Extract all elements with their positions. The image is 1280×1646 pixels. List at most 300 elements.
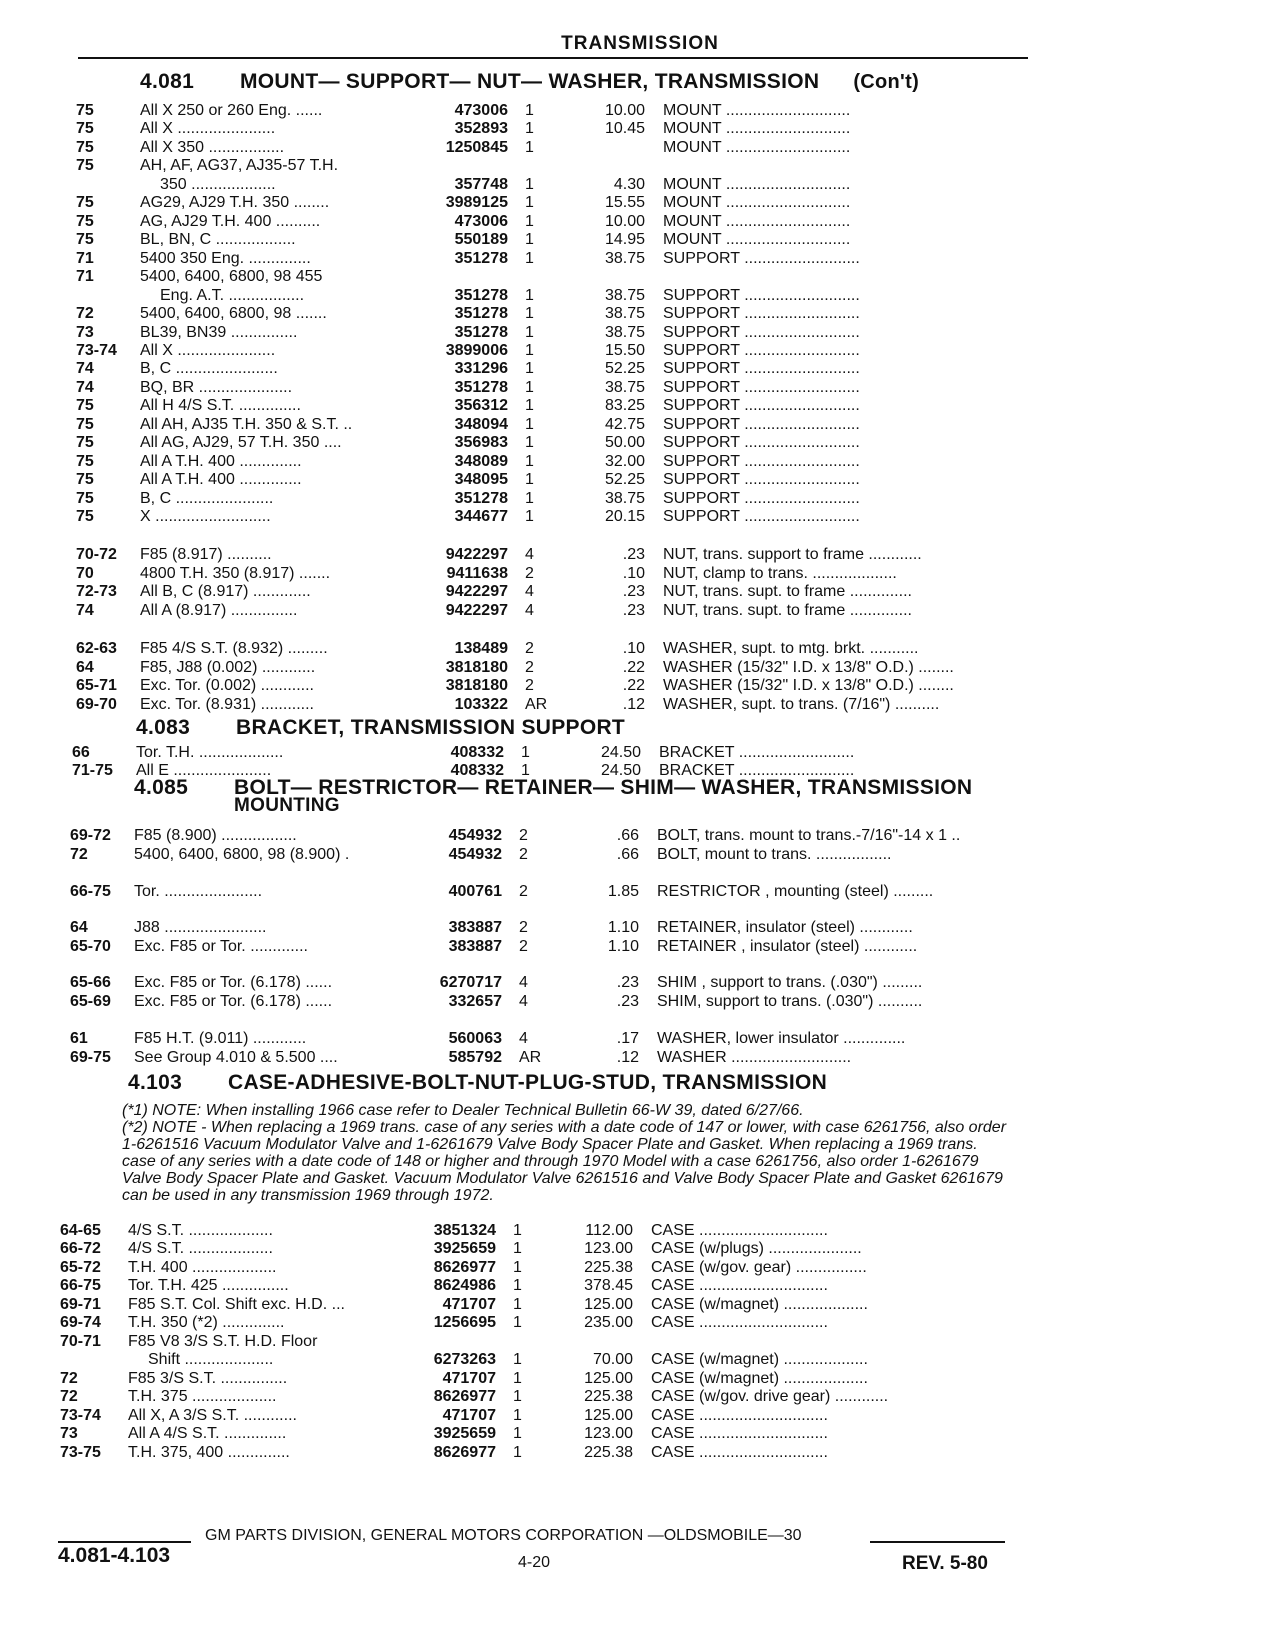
model-years: 75: [76, 508, 94, 525]
model-years: 75: [76, 397, 94, 414]
list-price: .10: [622, 640, 645, 657]
model-application: All E ......................: [136, 762, 272, 779]
quantity: 1: [525, 324, 534, 341]
model-application: T.H. 375, 400 ..............: [128, 1444, 290, 1461]
list-price: .22: [622, 659, 645, 676]
page-header: TRANSMISSION: [561, 33, 719, 54]
quantity: 2: [525, 677, 534, 694]
part-description: WASHER, lower insulator ..............: [657, 1030, 906, 1047]
footer-rule-left: [58, 1541, 191, 1543]
table-row: [0, 102, 1280, 121]
part-number: 454932: [448, 827, 502, 844]
section-number: 4.085: [134, 776, 189, 799]
part-description: NUT, trans. supt. to frame ..............: [663, 583, 912, 600]
quantity: 1: [525, 434, 534, 451]
part-description: BRACKET ..........................: [659, 744, 855, 761]
table-row: [0, 324, 1280, 343]
list-price: .23: [622, 602, 645, 619]
quantity: 1: [525, 397, 534, 414]
part-description: MOUNT ............................: [663, 102, 851, 119]
list-price: .23: [622, 583, 645, 600]
table-row: [0, 1351, 1280, 1370]
table-row: [0, 1222, 1280, 1241]
part-description: BRACKET ..........................: [659, 762, 855, 779]
table-row: [0, 938, 1280, 957]
model-years: 75: [76, 471, 94, 488]
part-description: MOUNT ............................: [663, 120, 851, 137]
table-row: [0, 846, 1280, 865]
model-years: 61: [70, 1030, 88, 1047]
part-description: SUPPORT ..........................: [663, 342, 860, 359]
list-price: 225.38: [584, 1388, 633, 1405]
table-row: [0, 1049, 1280, 1068]
model-application: All X ......................: [140, 120, 276, 137]
table-row: [0, 659, 1280, 678]
model-years: 69-72: [70, 827, 111, 844]
part-number: 6270717: [439, 974, 502, 991]
model-application: BL, BN, C ..................: [140, 231, 296, 248]
quantity: 2: [525, 565, 534, 582]
table-row: [0, 1370, 1280, 1389]
list-price: 70.00: [592, 1351, 633, 1368]
part-number: 351278: [454, 379, 508, 396]
quantity: 1: [521, 762, 530, 779]
part-number: 550189: [454, 231, 508, 248]
part-number: 471707: [442, 1407, 496, 1424]
part-number: 9411638: [446, 565, 508, 582]
model-years: 71: [76, 250, 94, 267]
model-years: 75: [76, 139, 94, 156]
table-row: [0, 250, 1280, 269]
list-price: 15.50: [604, 342, 645, 359]
model-application: 4/S S.T. ...................: [128, 1222, 273, 1239]
section-continued: (Con't): [853, 71, 920, 93]
quantity: 1: [525, 213, 534, 230]
table-row: [0, 453, 1280, 472]
part-number: 348095: [454, 471, 508, 488]
part-description: SUPPORT ..........................: [663, 490, 860, 507]
model-years: 72: [70, 846, 88, 863]
part-number: 3989125: [445, 194, 508, 211]
model-application: All H 4/S S.T. ..............: [140, 397, 301, 414]
quantity: 1: [525, 453, 534, 470]
part-number: 3818180: [445, 677, 508, 694]
section-notes: [122, 1102, 1012, 1204]
model-application: F85 V8 3/S S.T. H.D. Floor: [128, 1333, 318, 1350]
quantity: 1: [513, 1388, 522, 1405]
model-application: AG29, AJ29 T.H. 350 ........: [140, 194, 330, 211]
list-price: 378.45: [584, 1277, 633, 1294]
section-number: 4.103: [128, 1071, 183, 1094]
list-price: .23: [616, 993, 639, 1010]
part-description: WASHER, supt. to trans. (7/16") ..........: [663, 696, 940, 713]
quantity: 2: [525, 659, 534, 676]
model-years: 72: [60, 1388, 78, 1405]
model-application: Eng. A.T. .................: [160, 287, 305, 304]
list-price: 32.00: [604, 453, 645, 470]
part-number: 454932: [448, 846, 502, 863]
list-price: 42.75: [604, 416, 645, 433]
table-row: [0, 827, 1280, 846]
part-number: 348089: [454, 453, 508, 470]
table-row: [0, 696, 1280, 715]
model-application: 5400 350 Eng. ..............: [140, 250, 311, 267]
list-price: 10.45: [604, 120, 645, 137]
table-row: [0, 360, 1280, 379]
part-description: CASE .............................: [651, 1222, 828, 1239]
part-description: BOLT, trans. mount to trans.-7/16"-14 x 1 ..: [657, 827, 961, 844]
model-application: X ..........................: [140, 508, 271, 525]
section-number: 4.081: [140, 70, 195, 93]
model-application: 5400, 6400, 6800, 98 .......: [140, 305, 327, 322]
table-row: [0, 1240, 1280, 1259]
quantity: 1: [513, 1277, 522, 1294]
part-number: 138489: [454, 640, 508, 657]
part-description: CASE (w/magnet) ...................: [651, 1370, 868, 1387]
table-row: [0, 974, 1280, 993]
part-number: 348094: [454, 416, 508, 433]
model-application: B, C ......................: [140, 490, 274, 507]
model-years: 70-72: [76, 546, 117, 563]
part-number: 473006: [454, 102, 508, 119]
model-application: T.H. 400 ...................: [128, 1259, 277, 1276]
table-row: [0, 1259, 1280, 1278]
quantity: 1: [525, 360, 534, 377]
model-application: All X ......................: [140, 342, 276, 359]
table-row: [0, 1030, 1280, 1049]
model-application: Exc. F85 or Tor. (6.178) ......: [134, 974, 333, 991]
model-years: 74: [76, 379, 94, 396]
table-row: [0, 176, 1280, 195]
part-description: SUPPORT ..........................: [663, 434, 860, 451]
table-row: [0, 602, 1280, 621]
table-row: [0, 287, 1280, 306]
quantity: 4: [525, 583, 534, 600]
model-years: 72-73: [76, 583, 117, 600]
list-price: 125.00: [584, 1296, 633, 1313]
model-years: 72: [76, 305, 94, 322]
model-years: 75: [76, 434, 94, 451]
list-price: 112.00: [585, 1222, 633, 1239]
table-row: [0, 157, 1280, 176]
part-description: MOUNT ............................: [663, 213, 851, 230]
quantity: 1: [525, 342, 534, 359]
part-description: CASE (w/gov. gear) ................: [651, 1259, 867, 1276]
table-row: [0, 677, 1280, 696]
part-description: SUPPORT ..........................: [663, 416, 860, 433]
list-price: 125.00: [584, 1370, 633, 1387]
list-price: 1.10: [607, 938, 639, 955]
model-application: All A 4/S S.T. ..............: [128, 1425, 287, 1442]
list-price: 1.85: [607, 883, 639, 900]
model-years: 75: [76, 453, 94, 470]
list-price: 10.00: [604, 102, 645, 119]
part-description: NUT, clamp to trans. ...................: [663, 565, 897, 582]
model-years: 73-74: [76, 342, 117, 359]
part-description: SHIM, support to trans. (.030") ..........: [657, 993, 923, 1010]
model-years: 75: [76, 157, 94, 174]
table-row: [0, 120, 1280, 139]
model-years: 73: [76, 324, 94, 341]
part-description: CASE (w/magnet) ...................: [651, 1296, 868, 1313]
part-number: 103322: [454, 696, 508, 713]
list-price: 83.25: [604, 397, 645, 414]
quantity: 1: [525, 194, 534, 211]
model-years: 75: [76, 416, 94, 433]
quantity: 1: [513, 1240, 522, 1257]
model-years: 71: [76, 268, 94, 285]
model-application: Tor. T.H. ...................: [136, 744, 284, 761]
part-description: SUPPORT ..........................: [663, 324, 860, 341]
part-number: 352893: [454, 120, 508, 137]
model-application: F85 3/S S.T. ...............: [128, 1370, 288, 1387]
model-years: 64: [76, 659, 94, 676]
table-row: [0, 1333, 1280, 1352]
quantity: 1: [525, 120, 534, 137]
model-years: 73-75: [60, 1444, 101, 1461]
table-row: [0, 268, 1280, 287]
model-application: All X 250 or 260 Eng. ......: [140, 102, 323, 119]
part-description: SUPPORT ..........................: [663, 305, 860, 322]
model-application: Shift ....................: [148, 1351, 274, 1368]
quantity: 1: [525, 508, 534, 525]
part-number: 3925659: [433, 1425, 496, 1442]
quantity: 1: [525, 379, 534, 396]
model-years: 75: [76, 102, 94, 119]
table-row: [0, 1425, 1280, 1444]
model-application: All B, C (8.917) .............: [140, 583, 311, 600]
model-application: All A T.H. 400 ..............: [140, 471, 302, 488]
list-price: 38.75: [604, 379, 645, 396]
part-description: SUPPORT ..........................: [663, 360, 860, 377]
model-years: 70: [76, 565, 94, 582]
quantity: 2: [519, 827, 528, 844]
list-price: 123.00: [584, 1240, 633, 1257]
table-row: [0, 342, 1280, 361]
part-number: 400761: [448, 883, 502, 900]
part-number: 473006: [454, 213, 508, 230]
model-application: F85 (8.900) .................: [134, 827, 297, 844]
list-price: 123.00: [584, 1425, 633, 1442]
part-description: CASE (w/magnet) ...................: [651, 1351, 868, 1368]
part-description: CASE .............................: [651, 1407, 828, 1424]
section-title: BRACKET, TRANSMISSION SUPPORT: [236, 716, 626, 739]
part-description: CASE .............................: [651, 1444, 828, 1461]
list-price: 125.00: [584, 1407, 633, 1424]
table-row: [0, 993, 1280, 1012]
model-years: 66: [72, 744, 90, 761]
quantity: AR: [519, 1049, 542, 1066]
model-years: 66-75: [60, 1277, 101, 1294]
list-price: 24.50: [600, 762, 641, 779]
part-description: CASE (w/gov. drive gear) ............: [651, 1388, 889, 1405]
section-number: 4.083: [136, 716, 191, 739]
part-description: WASHER, supt. to mtg. brkt. ...........: [663, 640, 919, 657]
section-title-continuation: MOUNTING: [234, 795, 340, 816]
footer-page-number: 4-20: [518, 1554, 551, 1571]
list-price: 225.38: [584, 1259, 633, 1276]
table-row: [0, 546, 1280, 565]
list-price: 24.50: [600, 744, 641, 761]
model-years: 66-72: [60, 1240, 101, 1257]
quantity: 2: [525, 640, 534, 657]
quantity: 2: [519, 883, 528, 900]
part-description: CASE (w/plugs) .....................: [651, 1240, 862, 1257]
list-price: 38.75: [604, 490, 645, 507]
model-years: 65-72: [60, 1259, 101, 1276]
quantity: 1: [513, 1407, 522, 1424]
quantity: 4: [519, 993, 528, 1010]
part-description: CASE .............................: [651, 1425, 828, 1442]
table-row: [0, 231, 1280, 250]
model-application: T.H. 350 (*2) ..............: [128, 1314, 285, 1331]
model-application: Exc. F85 or Tor. .............: [134, 938, 308, 955]
model-years: 69-75: [70, 1049, 111, 1066]
part-description: SUPPORT ..........................: [663, 397, 860, 414]
quantity: AR: [525, 696, 548, 713]
model-application: See Group 4.010 & 5.500 ....: [134, 1049, 338, 1066]
part-number: 351278: [454, 287, 508, 304]
table-row: [0, 1314, 1280, 1333]
part-number: 3818180: [445, 659, 508, 676]
quantity: 1: [525, 471, 534, 488]
table-row: [0, 471, 1280, 490]
model-application: AG, AJ29 T.H. 400 ..........: [140, 213, 321, 230]
model-application: All AG, AJ29, 57 T.H. 350 ....: [140, 434, 342, 451]
footer-rule-right: [870, 1541, 1005, 1543]
model-years: 71-75: [72, 762, 113, 779]
note-paragraph: (*1) NOTE: When installing 1966 case refer to Dealer Technical Bulletin 66-W 39, dated 6/27/66.: [122, 1102, 804, 1119]
part-number: 351278: [454, 490, 508, 507]
quantity: 1: [513, 1259, 522, 1276]
quantity: 4: [519, 1030, 528, 1047]
list-price: .10: [622, 565, 645, 582]
model-application: BL39, BN39 ...............: [140, 324, 298, 341]
part-description: CASE .............................: [651, 1314, 828, 1331]
quantity: 2: [519, 919, 528, 936]
part-description: NUT, trans. support to frame ............: [663, 546, 922, 563]
model-years: 72: [60, 1370, 78, 1387]
list-price: .66: [616, 846, 639, 863]
list-price: 15.55: [604, 194, 645, 211]
table-row: [0, 640, 1280, 659]
model-application: Tor. ......................: [134, 883, 263, 900]
part-description: MOUNT ............................: [663, 231, 851, 248]
part-number: 351278: [454, 305, 508, 322]
model-years: 73-74: [60, 1407, 101, 1424]
part-description: SUPPORT ..........................: [663, 508, 860, 525]
quantity: 1: [525, 490, 534, 507]
model-application: 4800 T.H. 350 (8.917) .......: [140, 565, 331, 582]
footer-revision: REV. 5-80: [902, 1553, 988, 1574]
list-price: .17: [616, 1030, 639, 1047]
model-years: 66-75: [70, 883, 111, 900]
part-number: 585792: [448, 1049, 502, 1066]
part-number: 560063: [448, 1030, 502, 1047]
table-row: [0, 508, 1280, 527]
model-years: 69-74: [60, 1314, 101, 1331]
part-description: WASHER (15/32" I.D. x 13/8" O.D.) ........: [663, 659, 954, 676]
list-price: 38.75: [604, 250, 645, 267]
model-application: 350 ...................: [160, 176, 276, 193]
model-years: 65-69: [70, 993, 111, 1010]
quantity: 4: [525, 602, 534, 619]
section-title: BOLT— RESTRICTOR— RETAINER— SHIM— WASHER, TRANSMISSION: [234, 776, 973, 799]
list-price: 52.25: [604, 471, 645, 488]
part-description: MOUNT ............................: [663, 176, 851, 193]
section-heading: [140, 70, 919, 94]
part-number: 332657: [448, 993, 502, 1010]
section-heading: [136, 716, 625, 740]
part-number: 351278: [454, 324, 508, 341]
part-description: WASHER ...........................: [657, 1049, 852, 1066]
part-number: 1256695: [433, 1314, 496, 1331]
model-years: 65-71: [76, 677, 117, 694]
model-years: 64-65: [60, 1222, 101, 1239]
part-number: 1250845: [445, 139, 508, 156]
part-description: WASHER (15/32" I.D. x 13/8" O.D.) ........: [663, 677, 954, 694]
note-paragraph: (*2) NOTE - When replacing a 1969 trans. case of any series with a date code of 147 or lower, with case 6261756, also order 1-6261516 Vacuum Modulator Valve and 1-6261679 Valve Body Spacer Plate and Gasket. When replacing a 1969 trans. case of any series with a date code of 148 or higher and through 1970 Model with a case 6261756, also order 1-6261679 Valve Body Spacer Plate and Gasket. Vacuum Modulator Valve 6261516 and Valve Body Spacer Plate and Gasket 6261679 can be used in any transmission 1969 through 1972.: [122, 1119, 1007, 1204]
list-price: 1.10: [607, 919, 639, 936]
part-description: SUPPORT ..........................: [663, 453, 860, 470]
part-description: NUT, trans. supt. to frame ..............: [663, 602, 912, 619]
part-description: CASE .............................: [651, 1277, 828, 1294]
list-price: 10.00: [604, 213, 645, 230]
model-years: 75: [76, 120, 94, 137]
part-number: 344677: [454, 508, 508, 525]
list-price: .22: [622, 677, 645, 694]
table-row: [0, 434, 1280, 453]
table-row: [0, 490, 1280, 509]
part-number: 8626977: [433, 1444, 496, 1461]
model-years: 75: [76, 231, 94, 248]
quantity: 4: [525, 546, 534, 563]
quantity: 2: [519, 938, 528, 955]
model-application: BQ, BR .....................: [140, 379, 293, 396]
table-row: [0, 139, 1280, 158]
list-price: 50.00: [604, 434, 645, 451]
part-description: SUPPORT ..........................: [663, 287, 860, 304]
list-price: .66: [616, 827, 639, 844]
quantity: 1: [513, 1351, 522, 1368]
part-description: MOUNT ............................: [663, 194, 851, 211]
list-price: 235.00: [584, 1314, 633, 1331]
model-years: 75: [76, 213, 94, 230]
model-years: 69-70: [76, 696, 117, 713]
model-application: AH, AF, AG37, AJ35-57 T.H.: [140, 157, 339, 174]
quantity: 1: [513, 1425, 522, 1442]
quantity: 1: [525, 416, 534, 433]
section-heading: [128, 1071, 827, 1095]
part-description: RETAINER, insulator (steel) ............: [657, 919, 913, 936]
quantity: 1: [525, 231, 534, 248]
part-number: 3925659: [433, 1240, 496, 1257]
footer-range: 4.081-4.103: [58, 1544, 171, 1567]
quantity: 1: [513, 1222, 522, 1239]
quantity: 1: [525, 176, 534, 193]
quantity: 1: [525, 102, 534, 119]
part-number: 471707: [442, 1370, 496, 1387]
table-row: [0, 416, 1280, 435]
part-description: SUPPORT ..........................: [663, 250, 860, 267]
part-number: 351278: [454, 250, 508, 267]
part-number: 471707: [442, 1296, 496, 1313]
model-application: Exc. Tor. (8.931) ............: [140, 696, 314, 713]
table-row: [0, 1388, 1280, 1407]
table-row: [0, 1407, 1280, 1426]
table-row: [0, 379, 1280, 398]
list-price: 20.15: [604, 508, 645, 525]
